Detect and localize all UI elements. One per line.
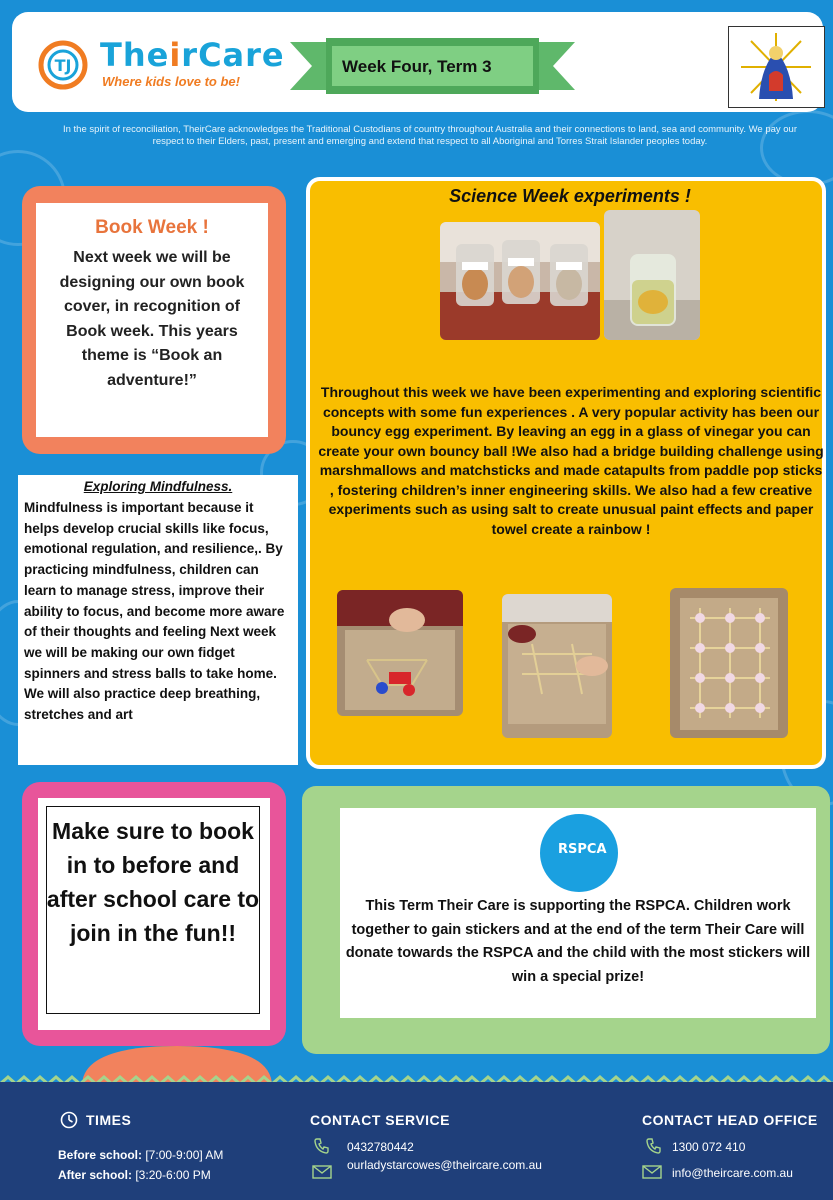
brand-tagline: Where kids love to be! — [102, 74, 240, 89]
theircare-logo-icon — [38, 40, 88, 90]
contact-service-heading: CONTACT SERVICE — [310, 1112, 450, 1128]
mindfulness-title: Exploring Mindfulness. — [83, 479, 233, 494]
decorative-swirl — [760, 110, 833, 186]
after-school-hours: After school: [3:20-6:00 PM — [58, 1168, 211, 1182]
booking-reminder-text: Make sure to book in to before and after school care to join in the fun!! — [46, 818, 260, 946]
photo-marshmallow-bridge-2 — [502, 594, 612, 738]
photo-marshmallow-bridge-1 — [337, 590, 463, 716]
head-office-phone[interactable]: 1300 072 410 — [672, 1140, 746, 1154]
svg-text:TJ: TJ — [54, 56, 72, 75]
service-phone[interactable]: 0432780442 — [347, 1140, 414, 1154]
science-week-title: Science Week experiments ! — [449, 186, 691, 206]
service-email[interactable]: ourladystarcowes@theircare.com.au — [347, 1158, 542, 1172]
mindfulness-text: Mindfulness is important because it helps develop crucial skills like focus, emotional regulation, and resilience,. By practicing mindfulness, children can learn to manage stress, improve their ability to focus, and become more aware of their thoughts and feeling Next week we will be making our own fidget spinners and stress balls to take home. We will also practice deep breathing, stretches and art — [24, 500, 285, 723]
before-school-hours: Before school: [7:00-9:00] AM — [58, 1148, 224, 1162]
science-week-text: Throughout this week we have been experimenting and exploring scientific concepts with some fun experiences . A very popular activity has been our bouncy egg experiment. By leaving an egg in a glass of vinegar you can create your own bouncy ball !We also had a bridge building challenge using marshmallows and matchsticks and made catapults from paddle pop sticks , fostering children’s inner engineering skills. We also had a few creative experiments such as using salt to create unusual paint effects and paper towel create a rainbow ! — [318, 384, 824, 537]
acknowledgement-of-country: In the spirit of reconciliation, TheirCare acknowledges the Traditional Custodians of country throughout Australia and their connections to land, sea and community. We pay our respect to their Elders, past, present and emerging and extend that respect to all Aboriginal and Torres Strait Islander peoples today. — [62, 124, 798, 147]
rspca-text: This Term Their Care is supporting the RSPCA. Children work together to gain stickers and at the end of the term Their Care will donate towards the RSPCA and the child with the most stickers will win a special prize! — [345, 898, 811, 985]
week-label: Week Four, Term 3 — [342, 57, 492, 76]
phone-icon — [314, 1138, 330, 1154]
book-week-title: Book Week ! — [95, 217, 209, 238]
photo-egg-glass — [604, 210, 700, 340]
clock-icon — [60, 1111, 78, 1129]
book-week-text: Next week we will be designing our own book cover, in recognition of Book week. This years theme is “Book an adventure!” — [59, 249, 245, 389]
photo-marshmallow-tower — [670, 588, 788, 738]
mail-icon — [312, 1164, 332, 1180]
times-heading: TIMES — [86, 1112, 132, 1128]
contact-head-office-heading: CONTACT HEAD OFFICE — [642, 1112, 818, 1128]
school-emblem — [728, 26, 825, 108]
rspca-logo-text: RSPCA — [558, 842, 607, 857]
photo-egg-jars — [440, 222, 600, 340]
mail-icon — [642, 1164, 662, 1180]
brand-name: TheirCare — [100, 36, 285, 74]
head-office-email[interactable]: info@theircare.com.au — [672, 1166, 793, 1180]
phone-icon — [646, 1138, 662, 1154]
